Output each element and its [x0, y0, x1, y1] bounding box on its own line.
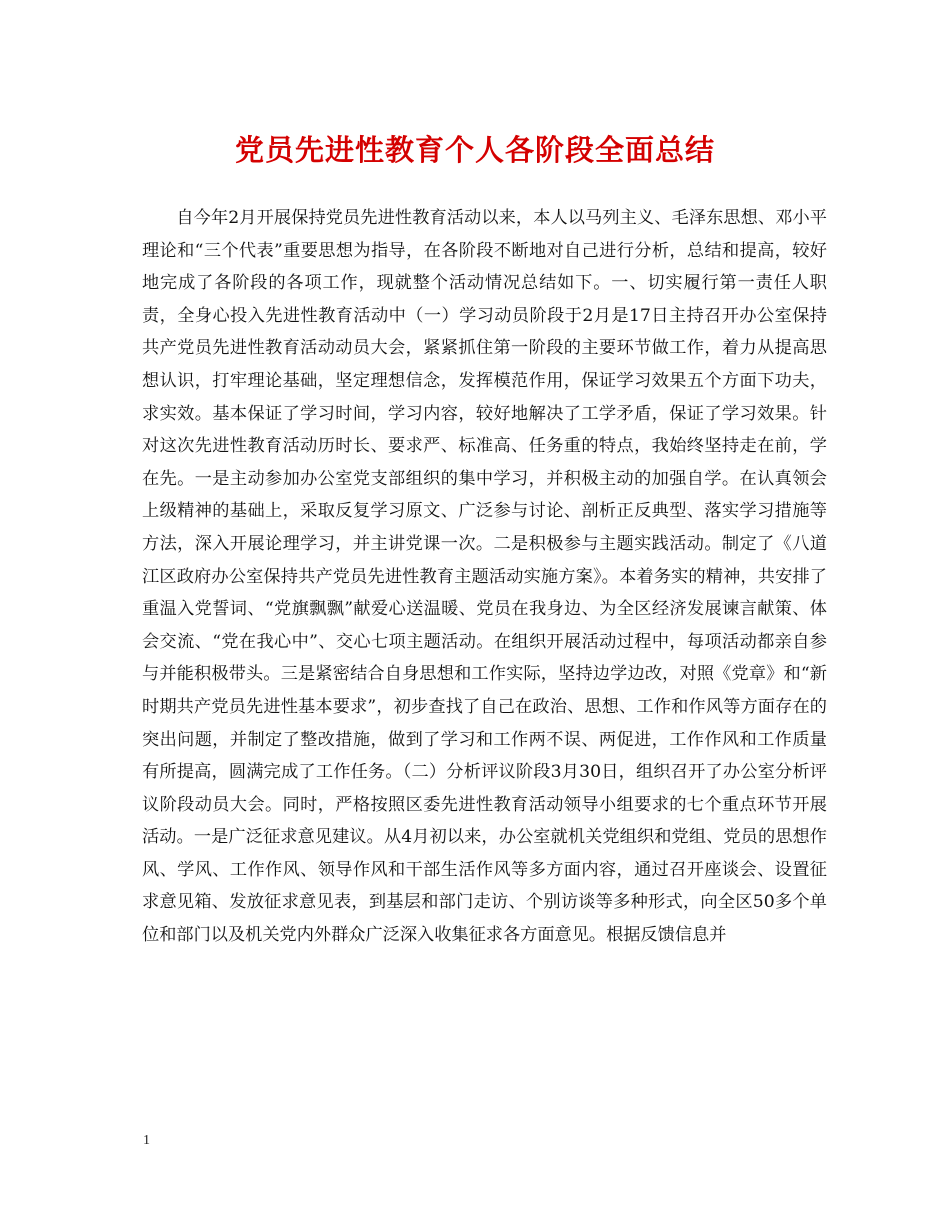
body-paragraph: 自今年2月开展保持党员先进性教育活动以来，本人以马列主义、毛泽东思想、邓小平理论和“三个代表”重要思想为指导，在各阶段不断地对自己进行分析，总结和提高，较好地完成了各阶段的各项工作，现就整个活动情况总结如下。一、切实履行第一责任人职责，全身心投入先进性教育活动中（一）学习动员阶段于2月是17日主持召开办公室保持共产党员先进性教育活动动员大会，紧紧抓住第一阶段的主要环节做工作，着力从提高思想认识，打牢理论基础，坚定理想信念，发挥模范作用，保证学习效果五个方面下功夫，求实效。基本保证了学习时间，学习内容，较好地解决了工学矛盾，保证了学习效果。针对这次先进性教育活动历时长、要求严、标准高、任务重的特点，我始终坚持走在前，学在先。一是主动参加办公室党支部组织的集中学习，并积极主动的加强自学。在认真领会上级精神的基础上，采取反复学习原文、广泛参与讨论、剖析正反典型、落实学习措施等方法，深入开展论理学习，并主讲党课一次。二是积极参与主题实践活动。制定了《八道江区政府办公室保持共产党员先进性教育主题活动实施方案》。本着务实的精神，共安排了重温入党誓词、“党旗飘飘”献爱心送温暖、党员在我身边、为全区经济发展谏言献策、体会交流、“党在我心中”、交心七项主题活动。在组织开展活动过程中，每项活动都亲自参与并能积极带头。三是紧密结合自身思想和工作实际，坚持边学边改，对照《党章》和“新时期共产党员先进性基本要求”，初步查找了自己在政治、思想、工作和作风等方面存在的突出问题，并制定了整改措施，做到了学习和工作两不误、两促进，工作作风和工作质量有所提高，圆满完成了工作任务。（二）分析评议阶段3月30日，组织召开了办公室分析评议阶段动员大会。同时，严格按照区委先进性教育活动领导小组要求的七个重点环节开展活动。一是广泛征求意见建议。从4月初以来，办公室就机关党组织和党组、党员的思想作风、学风、工作作风、领导作风和干部生活作风等多方面内容，通过召开座谈会、设置征求意见箱、发放征求意见表，到基层和部门走访、个别访谈等多种形式，向全区50多个单位和部门以及机关党内外群众广泛深入收集征求各方面意见。根据反馈信息并	[142, 208, 827, 946]
document-title: 党员先进性教育个人各阶段全面总结	[234, 133, 715, 167]
page-number: 1	[143, 1133, 150, 1148]
